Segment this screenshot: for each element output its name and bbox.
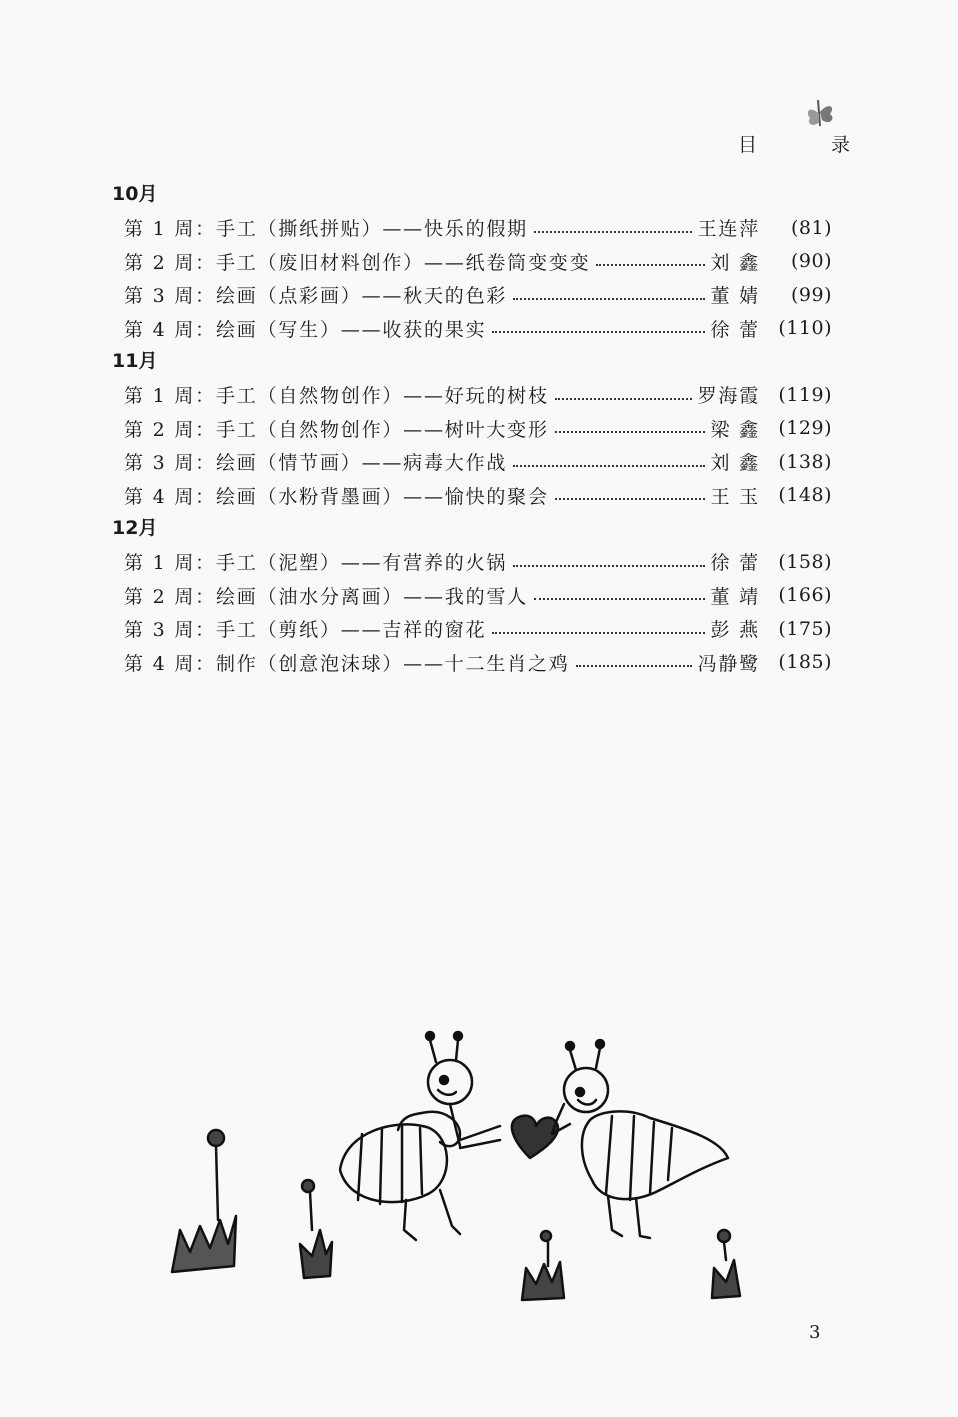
entry-week: 第 2 周： (124, 585, 216, 608)
entry-author: 董 婧 (710, 285, 760, 308)
month-section (110, 512, 832, 679)
entry-title: 手工（自然物创作）——树叶大变形 (215, 418, 549, 441)
entry-title: 手工（泥塑）——有营养的火锅 (215, 552, 508, 575)
ants-drawing-illustration (160, 1030, 760, 1320)
dot-leader (555, 398, 692, 400)
toc-entry[interactable] (110, 211, 832, 245)
dot-leader (513, 298, 704, 300)
toc-entry[interactable] (110, 278, 832, 312)
entry-author: 彭 燕 (710, 619, 760, 642)
entry-page: (99) (790, 283, 832, 306)
toc-entry[interactable] (110, 545, 832, 579)
entry-author: 罗海霞 (697, 385, 760, 408)
entry-page: (138) (778, 450, 832, 473)
dot-leader (492, 331, 704, 333)
month-heading: 12月 (112, 517, 158, 539)
dot-leader (576, 665, 692, 667)
page-number: 3 (809, 1322, 821, 1343)
entry-week: 第 3 周： (124, 285, 216, 308)
toc-entry[interactable] (110, 312, 832, 346)
entry-title: 手工（自然物创作）——好玩的树枝 (215, 385, 549, 408)
entry-week: 第 3 周： (124, 452, 216, 475)
dot-leader (534, 598, 705, 600)
entry-week: 第 4 周： (124, 318, 216, 341)
entry-title: 绘画（情节画）——病毒大作战 (215, 452, 508, 475)
entry-week: 第 3 周： (124, 619, 216, 642)
entry-page: (129) (778, 417, 832, 440)
toc-entry[interactable] (110, 479, 832, 513)
entry-page: (90) (790, 250, 832, 273)
month-section (110, 178, 832, 345)
entry-page: (110) (778, 317, 832, 340)
month-heading: 10月 (112, 183, 158, 205)
entry-page: (185) (778, 651, 832, 674)
entry-week: 第 1 周： (124, 385, 216, 408)
dot-leader (513, 565, 704, 567)
entry-title: 绘画（油水分离画）——我的雪人 (215, 585, 528, 608)
toc-entry[interactable] (110, 412, 832, 446)
table-of-contents (110, 178, 832, 679)
entry-page: (119) (778, 383, 832, 406)
entry-author: 徐 蕾 (710, 552, 760, 575)
entry-title: 手工（撕纸拼贴）——快乐的假期 (215, 218, 528, 241)
dot-leader (534, 231, 692, 233)
entry-title: 绘画（写生）——收获的果实 (215, 318, 487, 341)
entry-author: 刘 鑫 (710, 251, 760, 274)
dot-leader (492, 632, 704, 634)
entry-title: 绘画（点彩画）——秋天的色彩 (215, 285, 508, 308)
dot-leader (555, 498, 705, 500)
entry-week: 第 2 周： (124, 418, 216, 441)
entry-week: 第 4 周： (124, 652, 216, 675)
dot-leader (513, 465, 704, 467)
entry-author: 徐 蕾 (710, 318, 760, 341)
month-section (110, 345, 832, 512)
dot-leader (555, 431, 705, 433)
entry-page: (166) (778, 584, 832, 607)
entry-author: 刘 鑫 (710, 452, 760, 475)
entry-title: 绘画（水粉背墨画）——愉快的聚会 (215, 485, 549, 508)
page-title: 目 录 (738, 134, 885, 156)
entry-title: 制作（创意泡沫球）——十二生肖之鸡 (215, 652, 570, 675)
month-heading: 11月 (112, 350, 158, 372)
entry-author: 冯静鹭 (697, 652, 760, 675)
toc-entry[interactable] (110, 646, 832, 680)
entry-week: 第 2 周： (124, 251, 216, 274)
entry-page: (175) (778, 617, 832, 640)
toc-entry[interactable] (110, 445, 832, 479)
entry-page: (158) (778, 550, 832, 573)
toc-entry[interactable] (110, 579, 832, 613)
toc-entry[interactable] (110, 245, 832, 279)
entry-page: (81) (790, 216, 832, 239)
entry-page: (148) (778, 484, 832, 507)
toc-entry[interactable] (110, 378, 832, 412)
entry-author: 董 靖 (710, 585, 760, 608)
entry-author: 梁 鑫 (710, 418, 760, 441)
toc-entry[interactable] (110, 612, 832, 646)
entry-title: 手工（剪纸）——吉祥的窗花 (215, 619, 487, 642)
entry-author: 王 玉 (710, 485, 760, 508)
entry-week: 第 1 周： (124, 218, 216, 241)
entry-author: 王连萍 (697, 218, 760, 241)
dot-leader (596, 264, 704, 266)
entry-week: 第 4 周： (124, 485, 216, 508)
entry-title: 手工（废旧材料创作）——纸卷筒变变变 (215, 251, 591, 274)
entry-week: 第 1 周： (124, 552, 216, 575)
